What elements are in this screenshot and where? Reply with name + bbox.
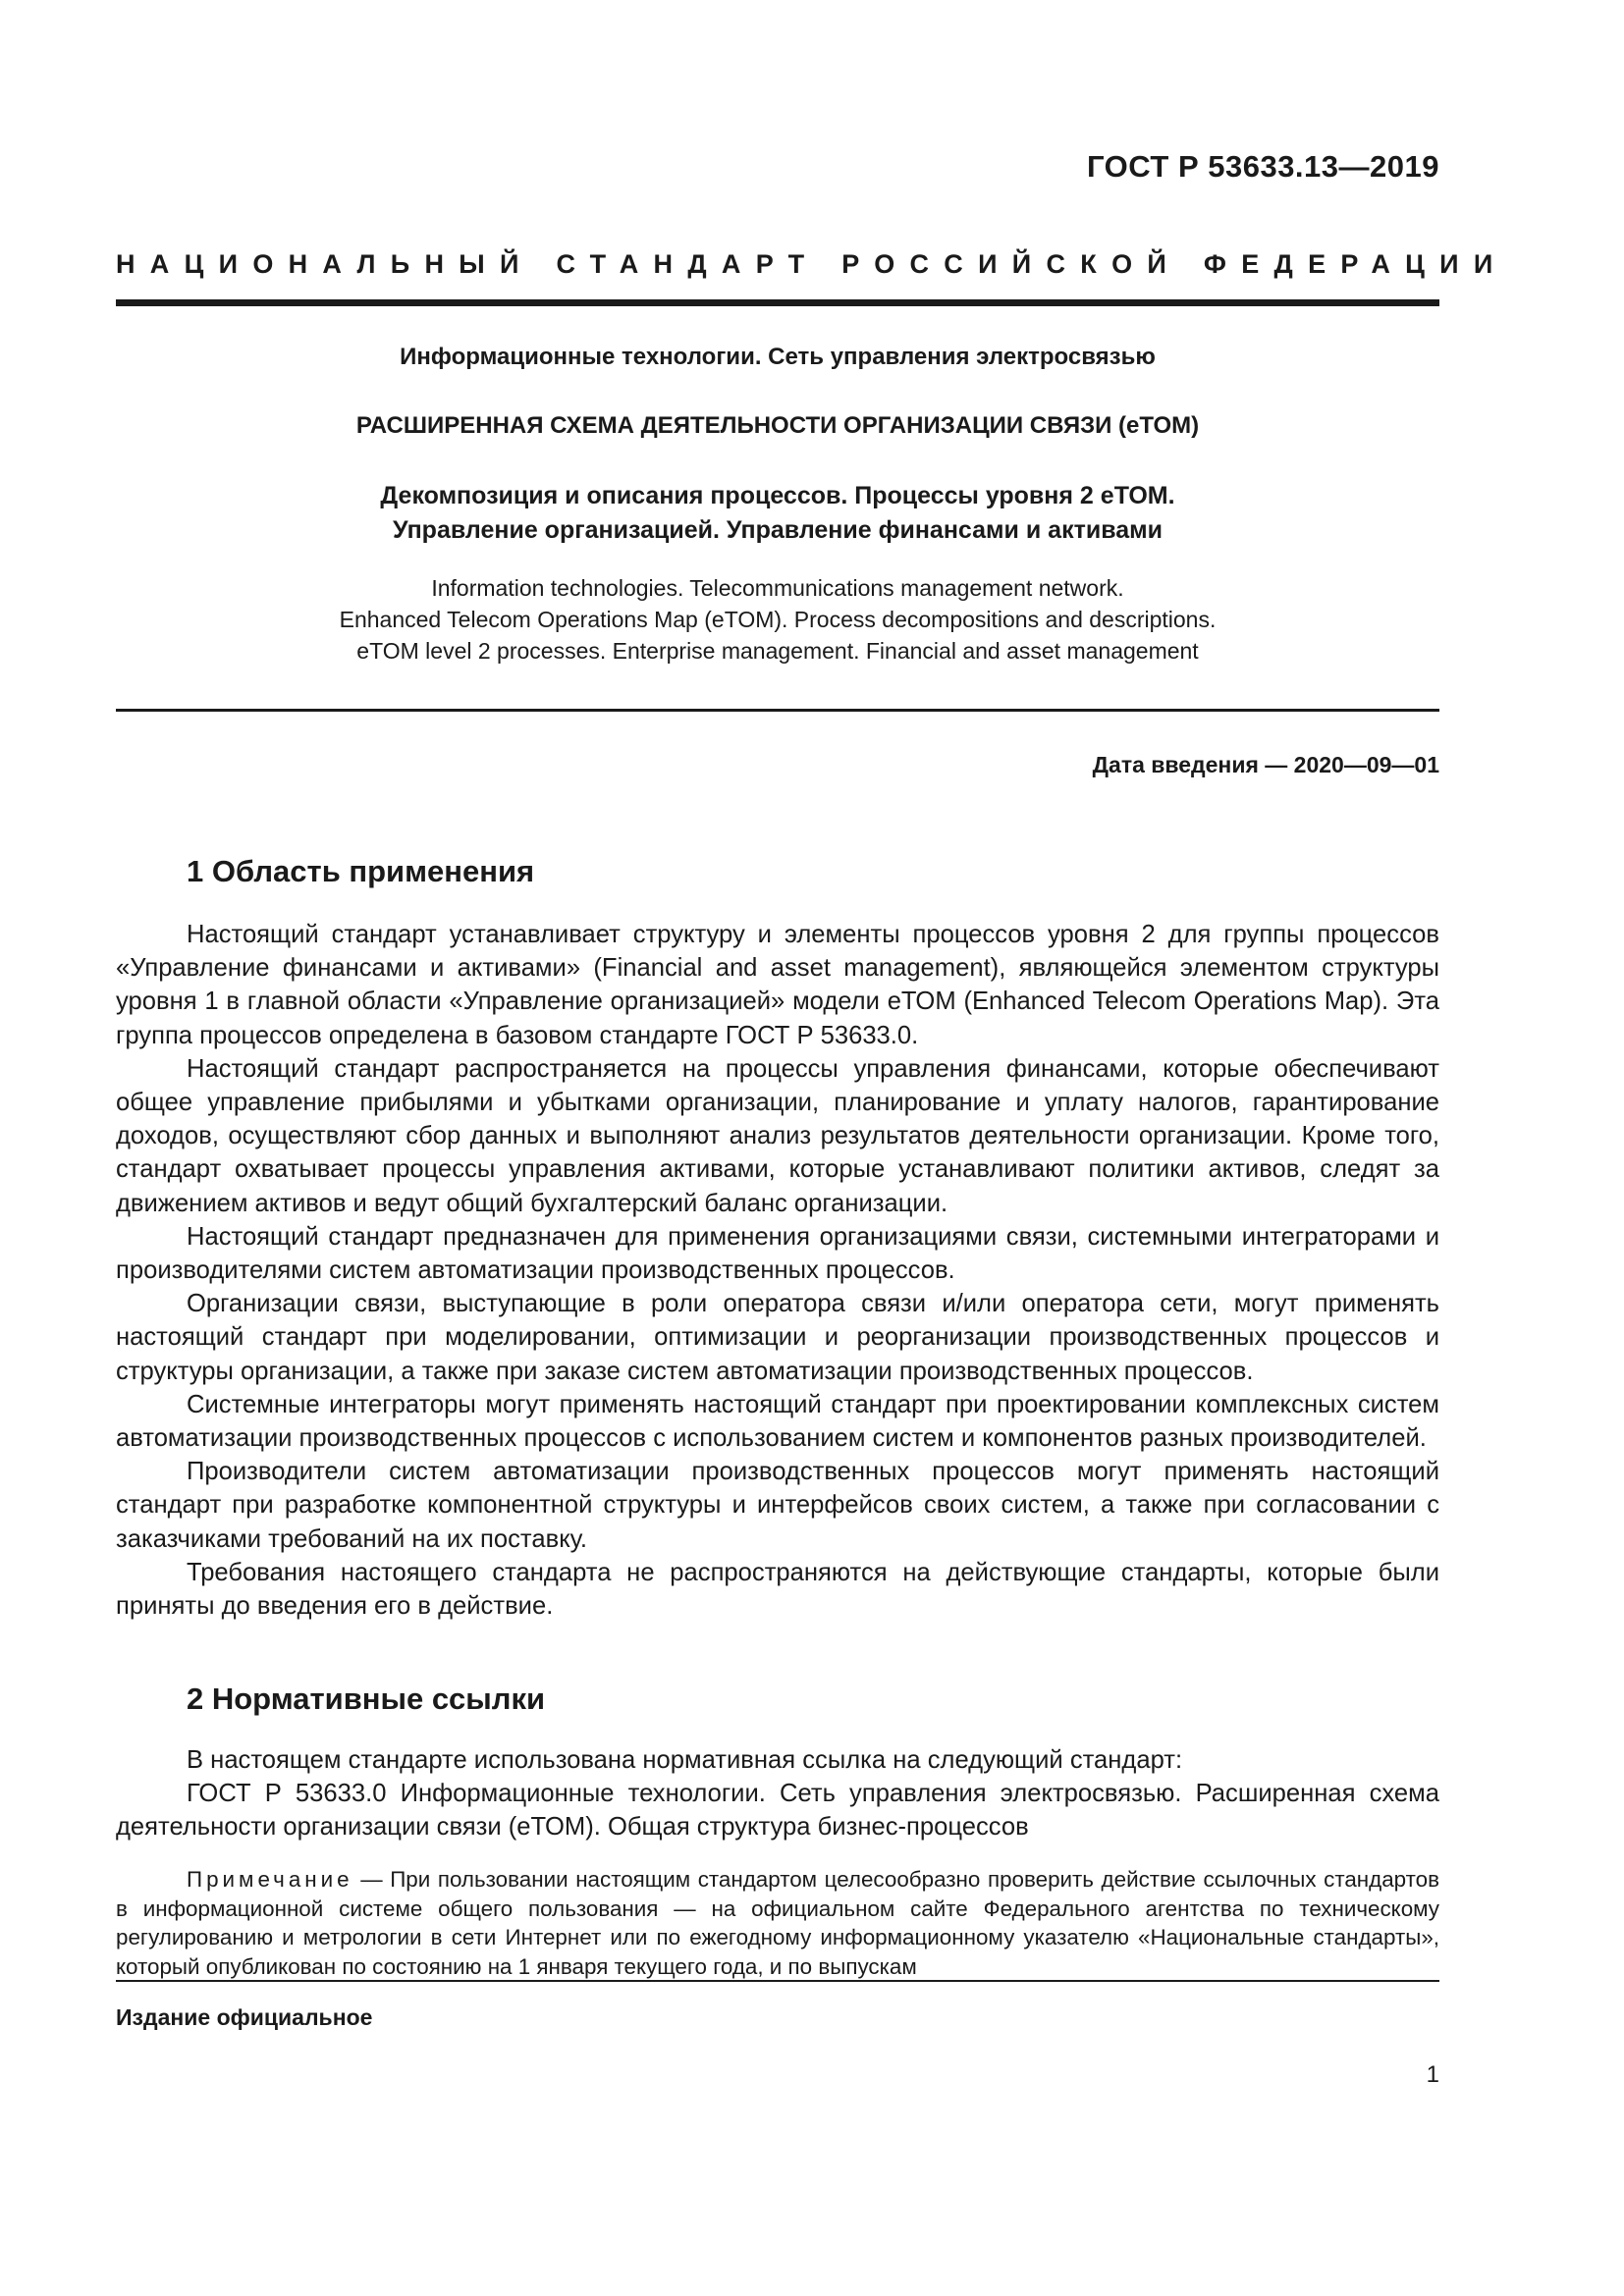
footer-divider: [116, 1980, 1439, 1982]
english-title: [116, 572, 1439, 667]
section-1-body: [116, 918, 1439, 1623]
paragraph: Системные интеграторы могут применять настоящий стандарт при проектировании комплексных систем автоматизации производственных процессов с использованием систем и компонентов разных производителей.: [116, 1390, 1439, 1453]
standard-designation: ГОСТ Р 53633.13—2019: [1087, 149, 1439, 184]
note: [116, 1865, 1439, 1981]
title-line-2: РАСШИРЕННАЯ СХЕМА ДЕЯТЕЛЬНОСТИ ОРГАНИЗАЦИИ СВЯЗИ (еТОМ): [355, 412, 1200, 439]
paragraph: Производители систем автоматизации производственных процессов могут применять настоящий стандарт при разработке компонентной структуры и интерфейсов своих систем, а также при согласовании с заказчиками требований на их поставку.: [116, 1458, 1439, 1553]
national-standard-banner: НАЦИОНАЛЬНЫЙ СТАНДАРТ РОССИЙСКОЙ ФЕДЕРАЦИИ: [116, 249, 1508, 279]
note-text: — При пользовании настоящим стандартом целесообразно проверить действие ссылочных стандартов в информационной системе общего пользования — на официальном сайте Федерального агентства по техническому регулированию и метрологии в сети Интернет или по ежегодному информационному указателю «Национальные стандарты», который опубликован по состоянию на 1 января текущего года, и по выпускам: [116, 1867, 1439, 1979]
english-title-line: Enhanced Telecom Operations Map (eTOM). Process decompositions and descriptions.: [339, 607, 1217, 632]
paragraph: Настоящий стандарт предназначен для применения организациями связи, системными интеграторами и производителями систем автоматизации производственных процессов.: [116, 1222, 1439, 1285]
title-line-1: Информационные технологии. Сеть управления электросвязью: [400, 344, 1156, 370]
paragraph: Требования настоящего стандарта не распространяются на действующие стандарты, которые были приняты до введения его в действие.: [116, 1558, 1439, 1621]
note-label: Примечание: [187, 1867, 353, 1892]
title-divider: [116, 709, 1439, 712]
title-line-3b: Управление организацией. Управление финансами и активами: [392, 516, 1164, 544]
header-divider: [116, 299, 1439, 306]
title-line-3: [116, 479, 1439, 548]
official-edition-label: Издание официальное: [116, 2004, 373, 2030]
paragraph: Настоящий стандарт устанавливает структуру и элементы процессов уровня 2 для группы процессов «Управление финансами и активами» (Financial and asset management), являющейся элементом структуры уровня 1 в главной области «Управление организацией» модели еТОМ (Enhanced Telecom Operations Map). Эта группа процессов определена в базовом стандарте ГОСТ Р 53633.0.: [116, 921, 1439, 1049]
introduction-date: Дата введения — 2020—09—01: [1092, 752, 1439, 777]
title-line-3a: Декомпозиция и описания процессов. Процессы уровня 2 еТОМ.: [380, 482, 1175, 509]
english-title-line: Information technologies. Telecommunications management network.: [431, 575, 1124, 601]
section-1-heading: 1 Область применения: [187, 854, 535, 888]
section-2-heading: 2 Нормативные ссылки: [187, 1682, 546, 1716]
section-2-body: [116, 1743, 1439, 1844]
paragraph: ГОСТ Р 53633.0 Информационные технологии. Сеть управления электросвязью. Расширенная схема деятельности организации связи (еТОМ). Общая структура бизнес-процессов: [116, 1780, 1439, 1842]
english-title-line: eTOM level 2 processes. Enterprise management. Financial and asset management: [356, 638, 1199, 664]
paragraph: Организации связи, выступающие в роли оператора связи и/или оператора сети, могут применять настоящий стандарт при моделировании, оптимизации и реорганизации производственных процессов и структуры организации, а также при заказе систем автоматизации производственных процессов.: [116, 1290, 1439, 1385]
paragraph: В настоящем стандарте использована нормативная ссылка на следующий стандарт:: [187, 1746, 1183, 1774]
paragraph: Настоящий стандарт распространяется на процессы управления финансами, которые обеспечивают общее управление прибылями и убытками организации, планирование и уплату налогов, гарантирование доходов, осуществляют сбор данных и выполняют анализ результатов деятельности организации. Кроме того, стандарт охватывает процессы управления активами, которые устанавливают политики активов, следят за движением активов и ведут общий бухгалтерский баланс организации.: [116, 1054, 1439, 1217]
page-number: 1: [1426, 2061, 1439, 2088]
